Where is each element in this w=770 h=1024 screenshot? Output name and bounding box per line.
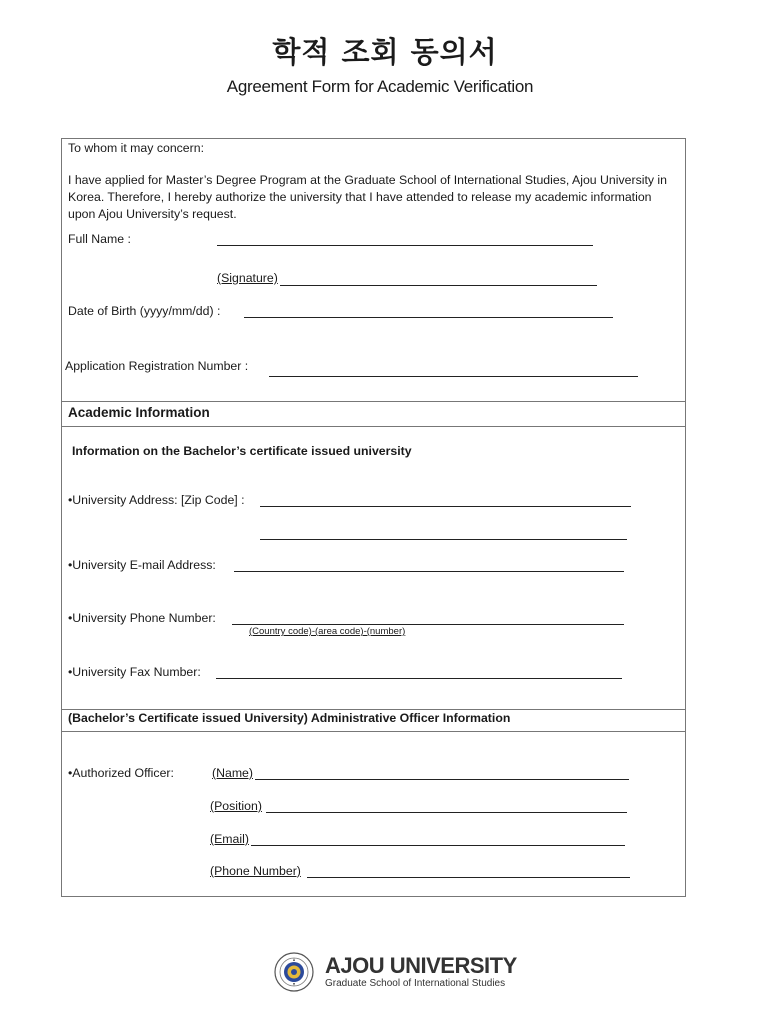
university-logo (274, 950, 534, 1000)
university-phone-label: •University Phone Number: (68, 611, 216, 625)
application-number-label: Application Registration Number : (65, 359, 249, 373)
authorized-officer-label: •Authorized Officer: (68, 766, 174, 780)
officer-email-label: (Email) (210, 832, 249, 846)
officer-section-title: (Bachelor’s Certificate issued University) Administrative Officer Information (68, 711, 511, 725)
university-email-field[interactable] (234, 571, 624, 572)
officer-name-label: (Name) (212, 766, 253, 780)
signature-field[interactable] (280, 285, 597, 286)
officer-phone-field[interactable] (307, 877, 630, 878)
university-address-label: •University Address: [Zip Code] : (68, 493, 245, 507)
university-email-label: •University E-mail Address: (68, 558, 216, 572)
officer-email-field[interactable] (251, 845, 625, 846)
logo-title: AJOU UNIVERSITY (325, 953, 517, 978)
section-divider (62, 731, 685, 732)
section-divider (62, 401, 685, 402)
university-address-field-line2[interactable] (260, 539, 627, 540)
university-phone-field[interactable] (232, 624, 624, 625)
university-address-field[interactable] (260, 506, 631, 507)
ajou-university-seal-icon (274, 952, 314, 992)
university-fax-field[interactable] (216, 678, 622, 679)
university-fax-label: •University Fax Number: (68, 665, 201, 679)
consent-paragraph: I have applied for Master’s Degree Program at the Graduate School of International Studies, Ajou University in Korea. Therefore, I hereby authorize the university that I have attended to release my academic information upon Ajou University’s request. (68, 173, 668, 221)
section-divider (62, 709, 685, 710)
officer-phone-label: (Phone Number) (210, 864, 301, 878)
logo-subtitle: Graduate School of International Studies (325, 978, 506, 989)
phone-format-hint: (Country code)-(area code)-(number) (249, 626, 406, 637)
academic-subheading: Information on the Bachelor’s certificate issued university (72, 444, 412, 458)
agreement-form (61, 138, 686, 897)
document-title-english: Agreement Form for Academic Verification (226, 77, 534, 96)
application-number-field[interactable] (269, 376, 638, 377)
dob-label: Date of Birth (yyyy/mm/dd) : (68, 304, 221, 318)
document-title-korean: 학적 조회 동의서 (272, 35, 498, 69)
section-divider (62, 426, 685, 427)
dob-field[interactable] (244, 317, 613, 318)
full-name-field[interactable] (217, 245, 593, 246)
full-name-label: Full Name : (68, 232, 131, 246)
signature-label: (Signature) (217, 271, 278, 285)
officer-name-field[interactable] (255, 779, 629, 780)
greeting-text: To whom it may concern: (68, 141, 204, 155)
officer-position-field[interactable] (266, 812, 627, 813)
officer-position-label: (Position) (210, 799, 262, 813)
academic-section-title: Academic Information (68, 405, 210, 420)
